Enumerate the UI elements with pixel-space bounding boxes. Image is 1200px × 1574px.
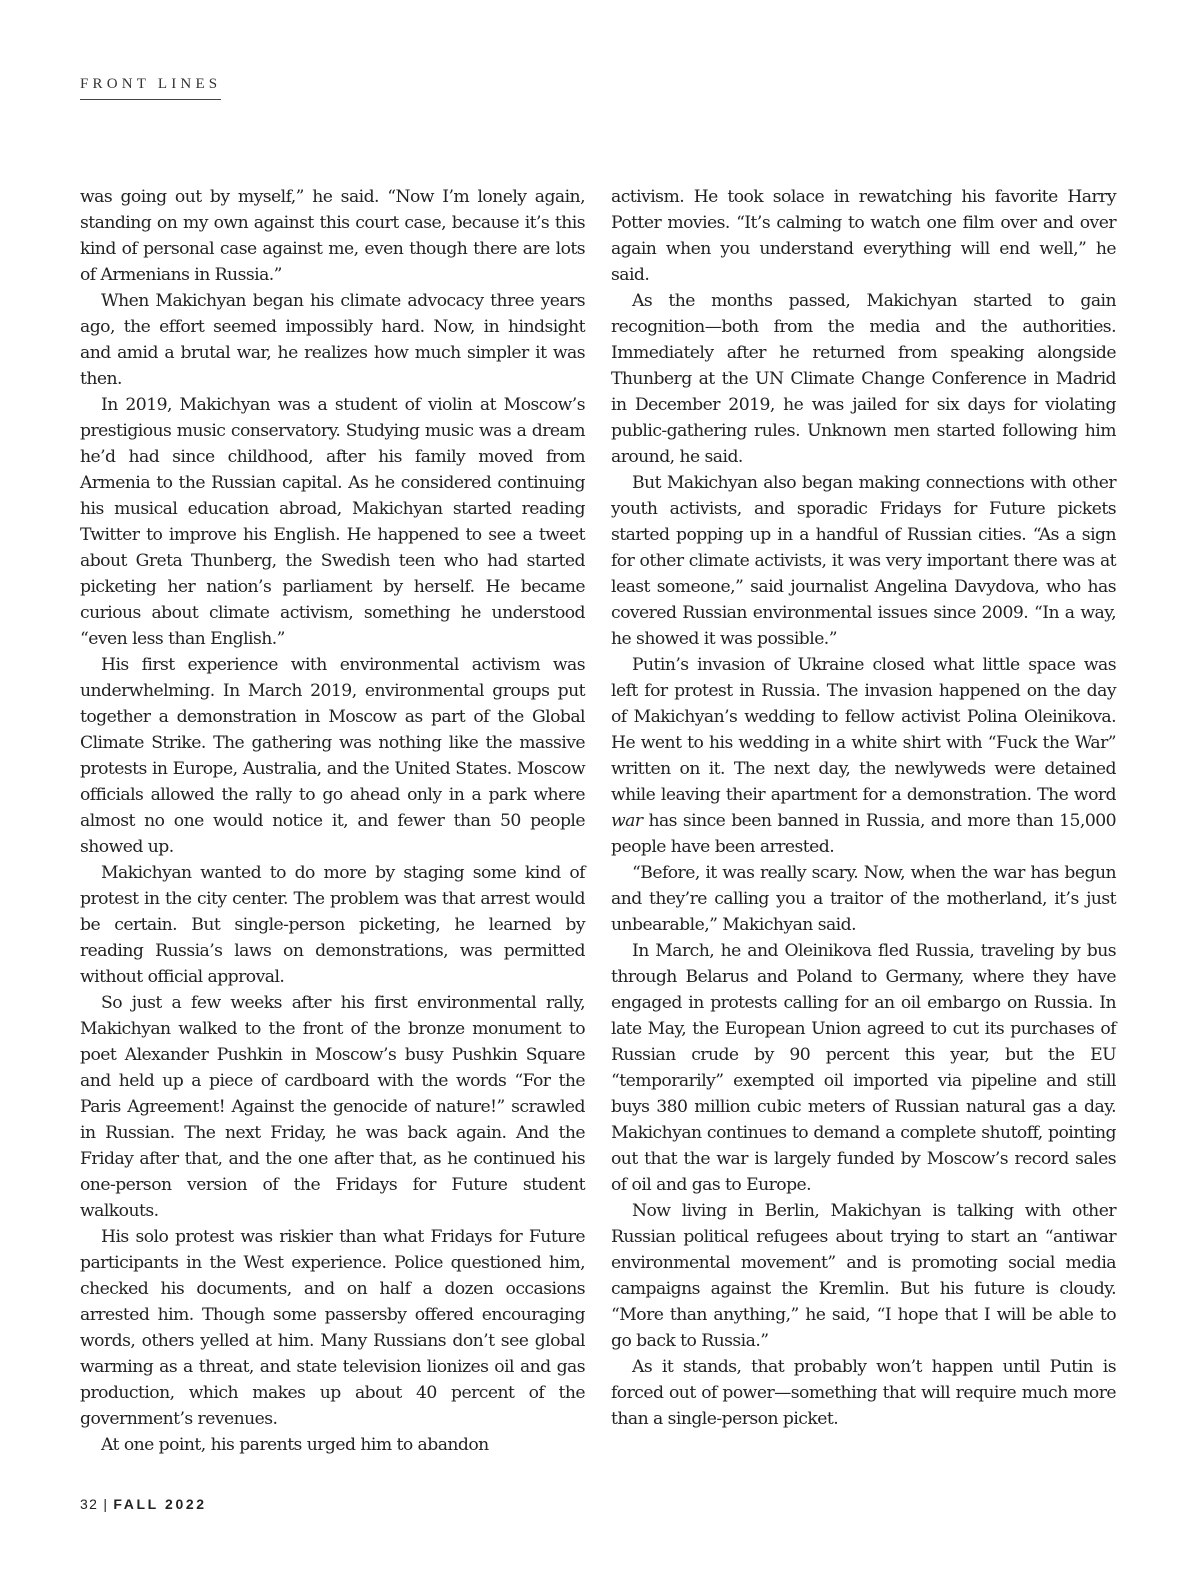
paragraph: activism. He took solace in rewatching his favorite Harry Potter movies. “It’s calming to watch one film over and over again when you understand everything will end well,” he said. <box>611 187 1116 285</box>
page-footer <box>80 1496 207 1512</box>
paragraph: was going out by myself,” he said. “Now I’m lonely again, standing on my own against this court case, because it’s this kind of personal case against me, even though there are lots of Armenians in Russia.” <box>80 187 585 285</box>
paragraph: But Makichyan also began making connections with other youth activists, and sporadic Fridays for Future pickets started popping up in a handful of Russian cities. “As a sign for other climate activists, it was very important there was at least someone,” said journalist Angelina Davydova, who has covered Russian environmental issues since 2009. “In a way, he showed it was possible.” <box>611 473 1116 649</box>
paragraph: In March, he and Oleinikova fled Russia, traveling by bus through Belarus and Poland to Germany, where they have engaged in protests calling for an oil embargo on Russia. In late May, the European Union agreed to cut its purchases of Russian crude by 90 percent this year, but the EU “temporarily” exempted oil imported via pipeline and still buys 380 million cubic meters of Russian natural gas a day. Makichyan continues to demand a complete shutoff, pointing out that the war is largely funded by Moscow’s record sales of oil and gas to Europe. <box>611 941 1116 1195</box>
paragraph: “Before, it was really scary. Now, when the war has begun and they’re calling you a traitor of the motherland, it’s just unbearable,” Makichyan said. <box>611 863 1116 935</box>
paragraph: Makichyan wanted to do more by staging some kind of protest in the city center. The problem was that arrest would be certain. But single-person picketing, he learned by reading Russia’s laws on demonstrations, was permitted without official approval. <box>80 863 585 987</box>
article-column-right <box>611 184 1116 1432</box>
italic-word: war <box>611 811 643 831</box>
paragraph <box>611 652 1116 860</box>
paragraph: As it stands, that probably won’t happen until Putin is forced out of power—something that will require much more than a single-person picket. <box>611 1357 1116 1429</box>
paragraph: In 2019, Makichyan was a student of violin at Moscow’s prestigious music conservatory. Studying music was a dream he’d had since childhood, after his family moved from Armenia to the Russian capital. As he considered continuing his musical education abroad, Makichyan started reading Twitter to improve his English. He happened to see a tweet about Greta Thunberg, the Swedish teen who had started picketing her nation’s parliament by herself. He became curious about climate activism, something he understood “even less than English.” <box>80 395 585 649</box>
footer-separator: | <box>103 1496 109 1512</box>
paragraph: Now living in Berlin, Makichyan is talking with other Russian political refugees about trying to start an “antiwar environmental movement” and is promoting social media campaigns against the Kremlin. But his future is cloudy. “More than anything,” he said, “I hope that I will be able to go back to Russia.” <box>611 1201 1116 1351</box>
paragraph: His first experience with environmental activism was underwhelming. In March 2019, environmental groups put together a demonstration in Moscow as part of the Global Climate Strike. The gathering was nothing like the massive protests in Europe, Australia, and the United States. Moscow officials allowed the rally to go ahead only in a park where almost no one would notice it, and fewer than 50 people showed up. <box>80 655 585 857</box>
paragraph: His solo protest was riskier than what Fridays for Future participants in the West experience. Police questioned him, checked his documents, and on half a dozen occasions arrested him. Though some passersby offered encouraging words, others yelled at him. Many Russians don’t see global warming as a threat, and state television lionizes oil and gas production, which makes up about 40 percent of the government’s revenues. <box>80 1227 585 1429</box>
section-label: FRONT LINES <box>80 76 221 100</box>
paragraph: When Makichyan began his climate advocacy three years ago, the effort seemed impossibly hard. Now, in hindsight and amid a brutal war, he realizes how much simpler it was then. <box>80 291 585 389</box>
text-run: has since been banned in Russia, and more than 15,000 people have been arrested. <box>611 811 1116 857</box>
paragraph: At one point, his parents urged him to abandon <box>101 1435 489 1455</box>
article-column-left <box>80 184 585 1458</box>
text-run: Putin’s invasion of Ukraine closed what little space was left for protest in Russia. The invasion happened on the day of Makichyan’s wedding to fellow activist Polina Oleinikova. He went to his wedding in a white shirt with “Fuck the War” written on it. The next day, the newlyweds were detained while leaving their apartment for a demonstration. The word <box>611 655 1116 805</box>
page-number: 32 <box>80 1496 99 1512</box>
paragraph: So just a few weeks after his first environmental rally, Makichyan walked to the front of the bronze monument to poet Alexander Pushkin in Moscow’s busy Pushkin Square and held up a piece of cardboard with the words “For the Paris Agreement! Against the genocide of nature!” scrawled in Russian. The next Friday, he was back again. And the Friday after that, and the one after that, as he continued his one-person version of the Fridays for Future student walkouts. <box>80 993 585 1221</box>
issue-label: FALL 2022 <box>113 1496 207 1512</box>
paragraph: As the months passed, Makichyan started to gain recognition—both from the media and the authorities. Immediately after he returned from speaking alongside Thunberg at the UN Climate Change Conference in Madrid in December 2019, he was jailed for six days for violating public-gathering rules. Unknown men started following him around, he said. <box>611 291 1116 467</box>
